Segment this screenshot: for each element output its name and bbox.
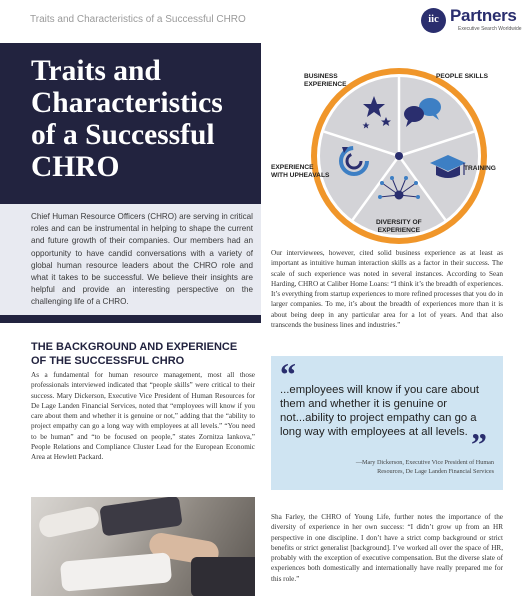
running-header-title: Traits and Characteristics of a Successful CHRO — [30, 14, 246, 25]
pull-quote-box — [271, 356, 503, 490]
wheel-label-training: TRAINING — [464, 165, 496, 172]
title-line-4: CHRO — [31, 151, 120, 183]
intro-box — [0, 204, 261, 315]
photo-paper — [60, 552, 172, 591]
intro-divider-bar — [0, 315, 261, 323]
wheel-label-diversity-line2: EXPERIENCE — [377, 227, 421, 234]
logo-tagline: Executive Search Worldwide — [458, 26, 522, 32]
right-paragraph-1: Our interviewees, however, cited solid business experience as at least as important as intuitive human interaction skills as a factor in their success. The scale of such experience was noted in several instances. According to Sean Harding, CHRO at Caliber Home Loans: “I think it’s the breadth of experiences. It’s everything from startup experiences to more refined processes that you do in larger companies. To me, it’s about the breadth of experiences more than it is about being deep in any particular area for a lot of years. And that also transcends the business lines and industries.” — [271, 249, 503, 330]
right-paragraph-2: Sha Farley, the CHRO of Young Life, further notes the importance of the diversity of experience in her own success: “I didn’t grow up from an HR perspective in one discipline. I don’t have a strict comp background or strict benefits or strict generalist [background]. I’ve worked all over the space of HR, probably with the exception of executive compensation. But the diverse slate of experiences both domestically and internationally have really prepared me for this role.” — [271, 513, 503, 583]
logo-mark: iic — [421, 8, 446, 33]
section-heading-line-2: OF THE SUCCESSFUL CHRO — [31, 355, 185, 367]
attribution-line-1: —Mary Dickerson, Executive Vice President of Human — [355, 459, 494, 466]
intro-paragraph: Chief Human Resource Officers (CHRO) are serving in critical roles and can be instrumental in helping to shape the current and future growth of their companies. Our members had an opportunity to have candid conversations with a variety of global human resource leaders about the CHRO role and what it takes to be successful. We believe their insights are helpful and provide an interesting perspective on the challenging life of a CHRO. — [31, 212, 253, 307]
wheel-label-diversity — [376, 219, 422, 235]
logo-name: Partners — [450, 6, 517, 25]
title-block — [0, 43, 261, 204]
wheel-label-business-experience — [304, 73, 347, 89]
wheel-label-business-line1: BUSINESS — [304, 73, 338, 80]
pull-quote-text: ...employees will know if you care about them and whether it is genuine or not...ability to project empathy can go a long way with employees at all levels. — [280, 384, 480, 438]
section-heading — [31, 340, 256, 368]
pull-quote-attribution — [291, 458, 494, 476]
iic-partners-logo[interactable] — [421, 7, 521, 35]
page-title — [31, 55, 223, 183]
open-quote-icon: “ — [280, 356, 296, 392]
section-body-paragraph: As a fundamental for human resource management, most all those professionals interviewed indicated that “people skills” were critical to their success. Mary Dickerson, Executive Vice President of Human Resources for De Lage Landen Financial Services, noted that “employees will know if you care about them and whether it is genuine or not,” adding that the “ability to project empathy can go a long way with employees at all levels.” “You need to be human” and “to be focused on people,” states Zornitza Iankova,” People Relations and Compliance Cluster Lead for the European Economic Area at Hewlett Packard. — [31, 371, 255, 462]
wheel-label-upheavals — [271, 164, 329, 180]
close-quote-icon: ” — [471, 426, 487, 462]
wheel-label-business-line2: EXPERIENCE — [304, 81, 347, 88]
photo-hand — [37, 505, 100, 539]
photo-suit-sleeve — [99, 497, 182, 536]
wheel-label-upheavals-line2: WITH UPHEAVALS — [271, 172, 330, 179]
section-heading-line-1: THE BACKGROUND AND EXPERIENCE — [31, 341, 238, 353]
title-line-3: of a Successful — [31, 119, 215, 151]
wheel-center — [395, 152, 403, 160]
title-line-1: Traits and — [31, 55, 161, 87]
title-line-2: Characteristics — [31, 87, 223, 119]
photo-shadow — [191, 557, 255, 596]
business-meeting-photo — [31, 497, 255, 596]
wheel-label-upheavals-line1: EXPERIENCE — [271, 164, 314, 171]
attribution-line-2: Resources, De Lage Landen Financial Services — [377, 468, 494, 475]
wheel-label-diversity-line1: DIVERSITY OF — [376, 219, 422, 226]
wheel-label-people-skills: PEOPLE SKILLS — [436, 73, 489, 80]
